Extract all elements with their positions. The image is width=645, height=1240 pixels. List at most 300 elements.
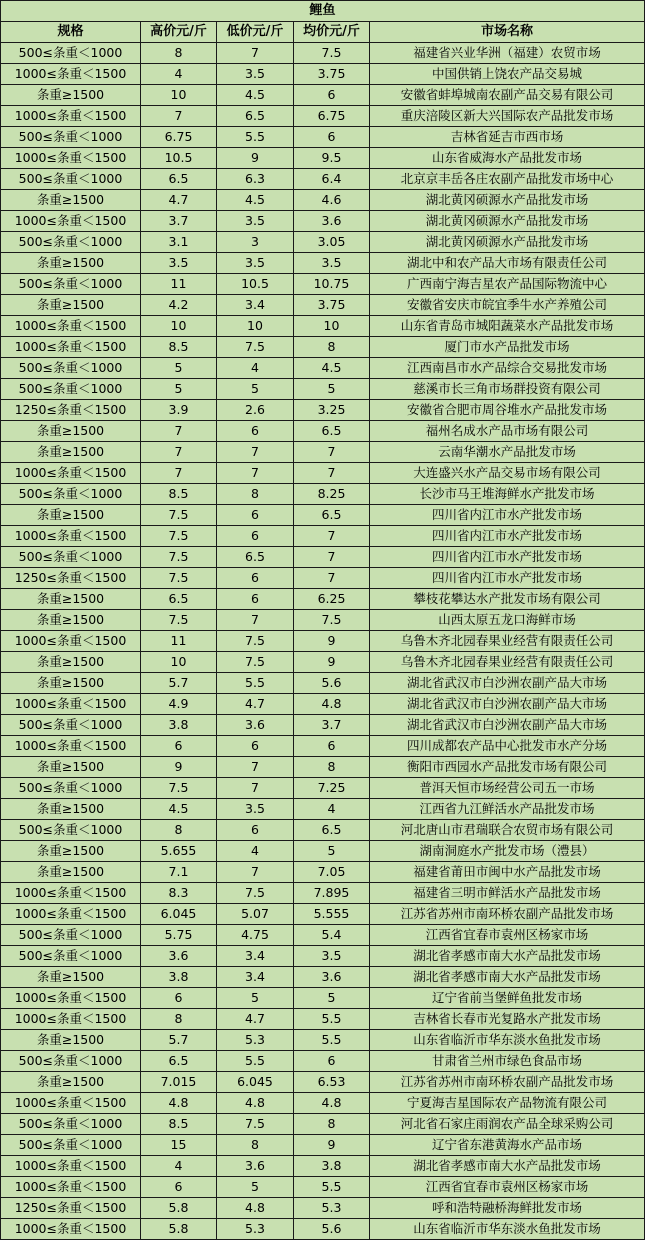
market-name-cell: 安徽省合肥市周谷堆水产品批发市场 <box>370 400 645 421</box>
high-price-cell: 6.045 <box>141 904 217 925</box>
high-price-cell: 5.8 <box>141 1198 217 1219</box>
avg-price-cell: 5.3 <box>294 1198 370 1219</box>
avg-price-cell: 6.4 <box>294 169 370 190</box>
spec-cell: 500≤条重＜1000 <box>1 1051 141 1072</box>
table-row <box>1 358 645 379</box>
spec-cell: 1000≤条重＜1500 <box>1 988 141 1009</box>
market-name-cell: 广西南宁海吉星农产品国际物流中心 <box>370 274 645 295</box>
low-price-cell: 3.4 <box>217 295 294 316</box>
low-price-cell: 7.5 <box>217 652 294 673</box>
avg-price-cell: 3.25 <box>294 400 370 421</box>
market-name-cell: 山西太原五龙口海鲜市场 <box>370 610 645 631</box>
spec-cell: 条重≥1500 <box>1 421 141 442</box>
low-price-cell: 7.5 <box>217 883 294 904</box>
avg-price-cell: 8.25 <box>294 484 370 505</box>
low-price-cell: 6 <box>217 421 294 442</box>
spec-cell: 条重≥1500 <box>1 190 141 211</box>
high-price-cell: 7.5 <box>141 526 217 547</box>
avg-price-cell: 7 <box>294 547 370 568</box>
avg-price-cell: 7 <box>294 442 370 463</box>
market-name-cell: 云南华潮水产品批发市场 <box>370 442 645 463</box>
avg-price-cell: 5.6 <box>294 673 370 694</box>
high-price-cell: 7.5 <box>141 568 217 589</box>
table-row <box>1 1177 645 1198</box>
table-row <box>1 862 645 883</box>
spec-cell: 500≤条重＜1000 <box>1 715 141 736</box>
low-price-cell: 3.4 <box>217 946 294 967</box>
avg-price-cell: 5.5 <box>294 1009 370 1030</box>
low-price-cell: 6 <box>217 526 294 547</box>
high-price-cell: 7.5 <box>141 505 217 526</box>
avg-price-cell: 6.75 <box>294 106 370 127</box>
table-row <box>1 1030 645 1051</box>
table-row <box>1 883 645 904</box>
high-price-cell: 8.5 <box>141 337 217 358</box>
spec-cell: 500≤条重＜1000 <box>1 1135 141 1156</box>
low-price-cell: 4 <box>217 358 294 379</box>
low-price-cell: 7 <box>217 463 294 484</box>
market-name-cell: 福建省莆田市闽中水产品批发市场 <box>370 862 645 883</box>
low-price-cell: 2.6 <box>217 400 294 421</box>
table-row <box>1 904 645 925</box>
table-row <box>1 1198 645 1219</box>
table-row <box>1 505 645 526</box>
avg-price-cell: 4.8 <box>294 1093 370 1114</box>
spec-cell: 1000≤条重＜1500 <box>1 631 141 652</box>
avg-price-cell: 6 <box>294 1051 370 1072</box>
avg-price-cell: 9 <box>294 1135 370 1156</box>
spec-cell: 1000≤条重＜1500 <box>1 1219 141 1240</box>
high-price-cell: 3.1 <box>141 232 217 253</box>
market-name-cell: 大连盛兴水产品交易市场有限公司 <box>370 463 645 484</box>
table-row <box>1 988 645 1009</box>
table-row <box>1 106 645 127</box>
market-name-cell: 福建省三明市鲜活水产品批发市场 <box>370 883 645 904</box>
high-price-cell: 5 <box>141 358 217 379</box>
avg-price-cell: 6.53 <box>294 1072 370 1093</box>
table-row <box>1 1072 645 1093</box>
high-price-cell: 15 <box>141 1135 217 1156</box>
table-row <box>1 1135 645 1156</box>
market-name-cell: 河北唐山市君瑞联合农贸市场有限公司 <box>370 820 645 841</box>
avg-price-cell: 8 <box>294 1114 370 1135</box>
low-price-cell: 10 <box>217 316 294 337</box>
spec-cell: 1000≤条重＜1500 <box>1 64 141 85</box>
low-price-cell: 5.5 <box>217 673 294 694</box>
table-row <box>1 946 645 967</box>
spec-cell: 1000≤条重＜1500 <box>1 904 141 925</box>
spec-cell: 1000≤条重＜1500 <box>1 694 141 715</box>
table-row <box>1 778 645 799</box>
low-price-cell: 4.5 <box>217 190 294 211</box>
spec-cell: 500≤条重＜1000 <box>1 127 141 148</box>
low-price-cell: 4.7 <box>217 694 294 715</box>
low-price-cell: 7 <box>217 862 294 883</box>
avg-price-cell: 6.25 <box>294 589 370 610</box>
spec-cell: 条重≥1500 <box>1 253 141 274</box>
spec-cell: 条重≥1500 <box>1 862 141 883</box>
table-row <box>1 295 645 316</box>
high-price-cell: 9 <box>141 757 217 778</box>
market-name-cell: 中国供销上饶农产品交易城 <box>370 64 645 85</box>
spec-cell: 1000≤条重＜1500 <box>1 1156 141 1177</box>
spec-cell: 1250≤条重＜1500 <box>1 400 141 421</box>
table-row <box>1 43 645 64</box>
spec-cell: 条重≥1500 <box>1 505 141 526</box>
high-price-cell: 7.5 <box>141 778 217 799</box>
table-body <box>1 43 645 1240</box>
low-price-cell: 4 <box>217 841 294 862</box>
market-name-cell: 湖北省孝感市南大水产品批发市场 <box>370 967 645 988</box>
table-row <box>1 316 645 337</box>
low-price-cell: 6.045 <box>217 1072 294 1093</box>
low-price-cell: 3.5 <box>217 64 294 85</box>
market-name-cell: 山东省威海水产品批发市场 <box>370 148 645 169</box>
high-price-cell: 3.9 <box>141 400 217 421</box>
market-name-cell: 呼和浩特融桥海鲜批发市场 <box>370 1198 645 1219</box>
spec-cell: 500≤条重＜1000 <box>1 820 141 841</box>
avg-price-cell: 3.6 <box>294 211 370 232</box>
high-price-cell: 11 <box>141 631 217 652</box>
high-price-cell: 6.5 <box>141 589 217 610</box>
table-row <box>1 1114 645 1135</box>
spec-cell: 500≤条重＜1000 <box>1 169 141 190</box>
market-name-cell: 辽宁省前当堡鲜鱼批发市场 <box>370 988 645 1009</box>
high-price-cell: 7 <box>141 106 217 127</box>
table-row <box>1 925 645 946</box>
market-name-cell: 湖北中和农产品大市场有限责任公司 <box>370 253 645 274</box>
high-price-cell: 8 <box>141 820 217 841</box>
high-price-cell: 10 <box>141 652 217 673</box>
high-price-cell: 3.6 <box>141 946 217 967</box>
spec-cell: 500≤条重＜1000 <box>1 43 141 64</box>
market-name-cell: 江苏省苏州市南环桥农副产品批发市场 <box>370 1072 645 1093</box>
table-row <box>1 589 645 610</box>
spec-cell: 1000≤条重＜1500 <box>1 148 141 169</box>
market-name-cell: 攀枝花攀达水产批发市场有限公司 <box>370 589 645 610</box>
market-name-cell: 四川省内江市水产批发市场 <box>370 526 645 547</box>
table-row <box>1 463 645 484</box>
avg-price-cell: 3.5 <box>294 946 370 967</box>
table-row <box>1 652 645 673</box>
market-name-cell: 四川省内江市水产批发市场 <box>370 505 645 526</box>
avg-price-cell: 6 <box>294 127 370 148</box>
table-row <box>1 967 645 988</box>
table-row <box>1 715 645 736</box>
table-row <box>1 631 645 652</box>
spec-cell: 1000≤条重＜1500 <box>1 1177 141 1198</box>
high-price-cell: 4.9 <box>141 694 217 715</box>
column-header-avg-price: 均价元/斤 <box>294 22 370 43</box>
avg-price-cell: 3.5 <box>294 253 370 274</box>
spec-cell: 500≤条重＜1000 <box>1 547 141 568</box>
high-price-cell: 6.75 <box>141 127 217 148</box>
table-row <box>1 421 645 442</box>
avg-price-cell: 5.5 <box>294 1177 370 1198</box>
table-row <box>1 442 645 463</box>
market-name-cell: 甘肃省兰州市绿色食品市场 <box>370 1051 645 1072</box>
avg-price-cell: 5.6 <box>294 1219 370 1240</box>
high-price-cell: 6 <box>141 736 217 757</box>
spec-cell: 1000≤条重＜1500 <box>1 1093 141 1114</box>
spec-cell: 1250≤条重＜1500 <box>1 568 141 589</box>
spec-cell: 条重≥1500 <box>1 841 141 862</box>
high-price-cell: 7.1 <box>141 862 217 883</box>
column-header-market-name: 市场名称 <box>370 22 645 43</box>
spec-cell: 1000≤条重＜1500 <box>1 736 141 757</box>
avg-price-cell: 3.7 <box>294 715 370 736</box>
high-price-cell: 7 <box>141 442 217 463</box>
avg-price-cell: 6.5 <box>294 505 370 526</box>
market-name-cell: 江苏省苏州市南环桥农副产品批发市场 <box>370 904 645 925</box>
low-price-cell: 5.5 <box>217 127 294 148</box>
market-name-cell: 山东省青岛市城阳蔬菜水产品批发市场 <box>370 316 645 337</box>
spec-cell: 500≤条重＜1000 <box>1 778 141 799</box>
low-price-cell: 7 <box>217 442 294 463</box>
avg-price-cell: 5 <box>294 379 370 400</box>
table-row <box>1 379 645 400</box>
market-name-cell: 吉林省延吉市西市场 <box>370 127 645 148</box>
low-price-cell: 7 <box>217 757 294 778</box>
avg-price-cell: 4.5 <box>294 358 370 379</box>
table-row <box>1 799 645 820</box>
market-name-cell: 湖北省武汉市白沙洲农副产品大市场 <box>370 694 645 715</box>
avg-price-cell: 7.25 <box>294 778 370 799</box>
table-row <box>1 127 645 148</box>
spec-cell: 1000≤条重＜1500 <box>1 106 141 127</box>
low-price-cell: 7 <box>217 43 294 64</box>
spec-cell: 1000≤条重＜1500 <box>1 883 141 904</box>
avg-price-cell: 9.5 <box>294 148 370 169</box>
market-name-cell: 江西省九江鲜活水产品批发市场 <box>370 799 645 820</box>
low-price-cell: 8 <box>217 484 294 505</box>
market-name-cell: 宁夏海吉星国际农产品物流有限公司 <box>370 1093 645 1114</box>
high-price-cell: 3.8 <box>141 967 217 988</box>
market-name-cell: 山东省临沂市华东淡水鱼批发市场 <box>370 1030 645 1051</box>
low-price-cell: 5.07 <box>217 904 294 925</box>
spec-cell: 条重≥1500 <box>1 589 141 610</box>
avg-price-cell: 8 <box>294 757 370 778</box>
market-name-cell: 厦门市水产品批发市场 <box>370 337 645 358</box>
spec-cell: 1000≤条重＜1500 <box>1 463 141 484</box>
low-price-cell: 3.5 <box>217 799 294 820</box>
title-row <box>1 1 645 22</box>
table-row <box>1 169 645 190</box>
table-row <box>1 274 645 295</box>
low-price-cell: 4.7 <box>217 1009 294 1030</box>
avg-price-cell: 5.4 <box>294 925 370 946</box>
high-price-cell: 6.5 <box>141 1051 217 1072</box>
table-title: 鲤鱼 <box>1 1 645 22</box>
low-price-cell: 4.8 <box>217 1093 294 1114</box>
spec-cell: 条重≥1500 <box>1 652 141 673</box>
avg-price-cell: 7.5 <box>294 610 370 631</box>
high-price-cell: 10 <box>141 85 217 106</box>
avg-price-cell: 4.8 <box>294 694 370 715</box>
high-price-cell: 6.5 <box>141 169 217 190</box>
low-price-cell: 4.5 <box>217 85 294 106</box>
high-price-cell: 8.3 <box>141 883 217 904</box>
spec-cell: 条重≥1500 <box>1 1072 141 1093</box>
table-row <box>1 211 645 232</box>
market-name-cell: 湖北黄冈硕源水产品批发市场 <box>370 211 645 232</box>
market-name-cell: 四川省内江市水产批发市场 <box>370 547 645 568</box>
market-name-cell: 乌鲁木齐北园春果业经营有限责任公司 <box>370 631 645 652</box>
table-row <box>1 253 645 274</box>
low-price-cell: 10.5 <box>217 274 294 295</box>
high-price-cell: 4.2 <box>141 295 217 316</box>
table-row <box>1 232 645 253</box>
high-price-cell: 4 <box>141 64 217 85</box>
low-price-cell: 7 <box>217 610 294 631</box>
market-name-cell: 江西省宜春市袁州区杨家市场 <box>370 925 645 946</box>
market-name-cell: 四川省内江市水产批发市场 <box>370 568 645 589</box>
spec-cell: 500≤条重＜1000 <box>1 1114 141 1135</box>
table-row <box>1 820 645 841</box>
spec-cell: 条重≥1500 <box>1 673 141 694</box>
table-row <box>1 841 645 862</box>
high-price-cell: 7 <box>141 421 217 442</box>
spec-cell: 500≤条重＜1000 <box>1 274 141 295</box>
low-price-cell: 6.5 <box>217 106 294 127</box>
market-name-cell: 山东省临沂市华东淡水鱼批发市场 <box>370 1219 645 1240</box>
market-name-cell: 湖北省孝感市南大水产品批发市场 <box>370 1156 645 1177</box>
table-row <box>1 1093 645 1114</box>
table-row <box>1 64 645 85</box>
avg-price-cell: 7.05 <box>294 862 370 883</box>
low-price-cell: 4.75 <box>217 925 294 946</box>
market-name-cell: 湖北黄冈硕源水产品批发市场 <box>370 232 645 253</box>
high-price-cell: 7.5 <box>141 547 217 568</box>
market-name-cell: 衡阳市西园水产品批发市场有限公司 <box>370 757 645 778</box>
high-price-cell: 3.5 <box>141 253 217 274</box>
table-row <box>1 526 645 547</box>
spec-cell: 500≤条重＜1000 <box>1 925 141 946</box>
table-row <box>1 673 645 694</box>
avg-price-cell: 9 <box>294 631 370 652</box>
avg-price-cell: 7.895 <box>294 883 370 904</box>
high-price-cell: 7.015 <box>141 1072 217 1093</box>
low-price-cell: 9 <box>217 148 294 169</box>
high-price-cell: 4.5 <box>141 799 217 820</box>
market-name-cell: 湖北黄冈硕源水产品批发市场 <box>370 190 645 211</box>
market-name-cell: 安徽省安庆市皖宜季牛水产养殖公司 <box>370 295 645 316</box>
table-row <box>1 1051 645 1072</box>
table-row <box>1 568 645 589</box>
avg-price-cell: 5.5 <box>294 1030 370 1051</box>
high-price-cell: 6 <box>141 1177 217 1198</box>
spec-cell: 1000≤条重＜1500 <box>1 526 141 547</box>
low-price-cell: 6 <box>217 505 294 526</box>
high-price-cell: 11 <box>141 274 217 295</box>
high-price-cell: 7.5 <box>141 610 217 631</box>
table-row <box>1 1009 645 1030</box>
avg-price-cell: 7 <box>294 568 370 589</box>
column-header-low-price: 低价元/斤 <box>217 22 294 43</box>
table-row <box>1 610 645 631</box>
spec-cell: 1000≤条重＜1500 <box>1 337 141 358</box>
market-name-cell: 湖北省武汉市白沙洲农副产品大市场 <box>370 715 645 736</box>
avg-price-cell: 3.75 <box>294 295 370 316</box>
table-row <box>1 757 645 778</box>
spec-cell: 500≤条重＜1000 <box>1 379 141 400</box>
avg-price-cell: 7 <box>294 463 370 484</box>
avg-price-cell: 8 <box>294 337 370 358</box>
market-name-cell: 慈溪市长三角市场群投资有限公司 <box>370 379 645 400</box>
market-name-cell: 辽宁省东港黄海水产品市场 <box>370 1135 645 1156</box>
high-price-cell: 4 <box>141 1156 217 1177</box>
market-name-cell: 乌鲁木齐北园春果业经营有限责任公司 <box>370 652 645 673</box>
market-name-cell: 北京京丰岳各庄农副产品批发市场中心 <box>370 169 645 190</box>
table-row <box>1 547 645 568</box>
market-name-cell: 普洱天恒市场经营公司五一市场 <box>370 778 645 799</box>
low-price-cell: 6.5 <box>217 547 294 568</box>
market-name-cell: 福州名成水产品市场有限公司 <box>370 421 645 442</box>
low-price-cell: 7.5 <box>217 1114 294 1135</box>
avg-price-cell: 3.8 <box>294 1156 370 1177</box>
low-price-cell: 6 <box>217 820 294 841</box>
high-price-cell: 7 <box>141 463 217 484</box>
spec-cell: 条重≥1500 <box>1 757 141 778</box>
avg-price-cell: 6 <box>294 736 370 757</box>
high-price-cell: 4.8 <box>141 1093 217 1114</box>
high-price-cell: 5.655 <box>141 841 217 862</box>
spec-cell: 条重≥1500 <box>1 1030 141 1051</box>
spec-cell: 条重≥1500 <box>1 295 141 316</box>
low-price-cell: 6.3 <box>217 169 294 190</box>
table-row <box>1 400 645 421</box>
table-row <box>1 190 645 211</box>
avg-price-cell: 4 <box>294 799 370 820</box>
market-name-cell: 四川成都农产品中心批发市水产分场 <box>370 736 645 757</box>
spec-cell: 1000≤条重＜1500 <box>1 316 141 337</box>
low-price-cell: 5.3 <box>217 1030 294 1051</box>
market-name-cell: 福建省兴业华洲（福建）农贸市场 <box>370 43 645 64</box>
market-name-cell: 湖北省孝感市南大水产品批发市场 <box>370 946 645 967</box>
low-price-cell: 3.6 <box>217 1156 294 1177</box>
low-price-cell: 5 <box>217 1177 294 1198</box>
high-price-cell: 8.5 <box>141 484 217 505</box>
high-price-cell: 8 <box>141 43 217 64</box>
avg-price-cell: 10.75 <box>294 274 370 295</box>
market-name-cell: 江西省宜春市袁州区杨家市场 <box>370 1177 645 1198</box>
avg-price-cell: 3.6 <box>294 967 370 988</box>
low-price-cell: 3 <box>217 232 294 253</box>
market-name-cell: 安徽省蚌埠城南农副产品交易有限公司 <box>370 85 645 106</box>
high-price-cell: 5.8 <box>141 1219 217 1240</box>
high-price-cell: 10 <box>141 316 217 337</box>
low-price-cell: 3.4 <box>217 967 294 988</box>
low-price-cell: 3.5 <box>217 253 294 274</box>
avg-price-cell: 6.5 <box>294 820 370 841</box>
high-price-cell: 5.7 <box>141 673 217 694</box>
low-price-cell: 6 <box>217 736 294 757</box>
avg-price-cell: 3.05 <box>294 232 370 253</box>
table-row <box>1 85 645 106</box>
avg-price-cell: 7 <box>294 526 370 547</box>
spec-cell: 1000≤条重＜1500 <box>1 211 141 232</box>
high-price-cell: 6 <box>141 988 217 1009</box>
column-header-spec: 规格 <box>1 22 141 43</box>
low-price-cell: 7 <box>217 778 294 799</box>
low-price-cell: 5.5 <box>217 1051 294 1072</box>
low-price-cell: 3.5 <box>217 211 294 232</box>
high-price-cell: 5.75 <box>141 925 217 946</box>
high-price-cell: 5.7 <box>141 1030 217 1051</box>
avg-price-cell: 5 <box>294 841 370 862</box>
spec-cell: 500≤条重＜1000 <box>1 232 141 253</box>
low-price-cell: 5 <box>217 379 294 400</box>
